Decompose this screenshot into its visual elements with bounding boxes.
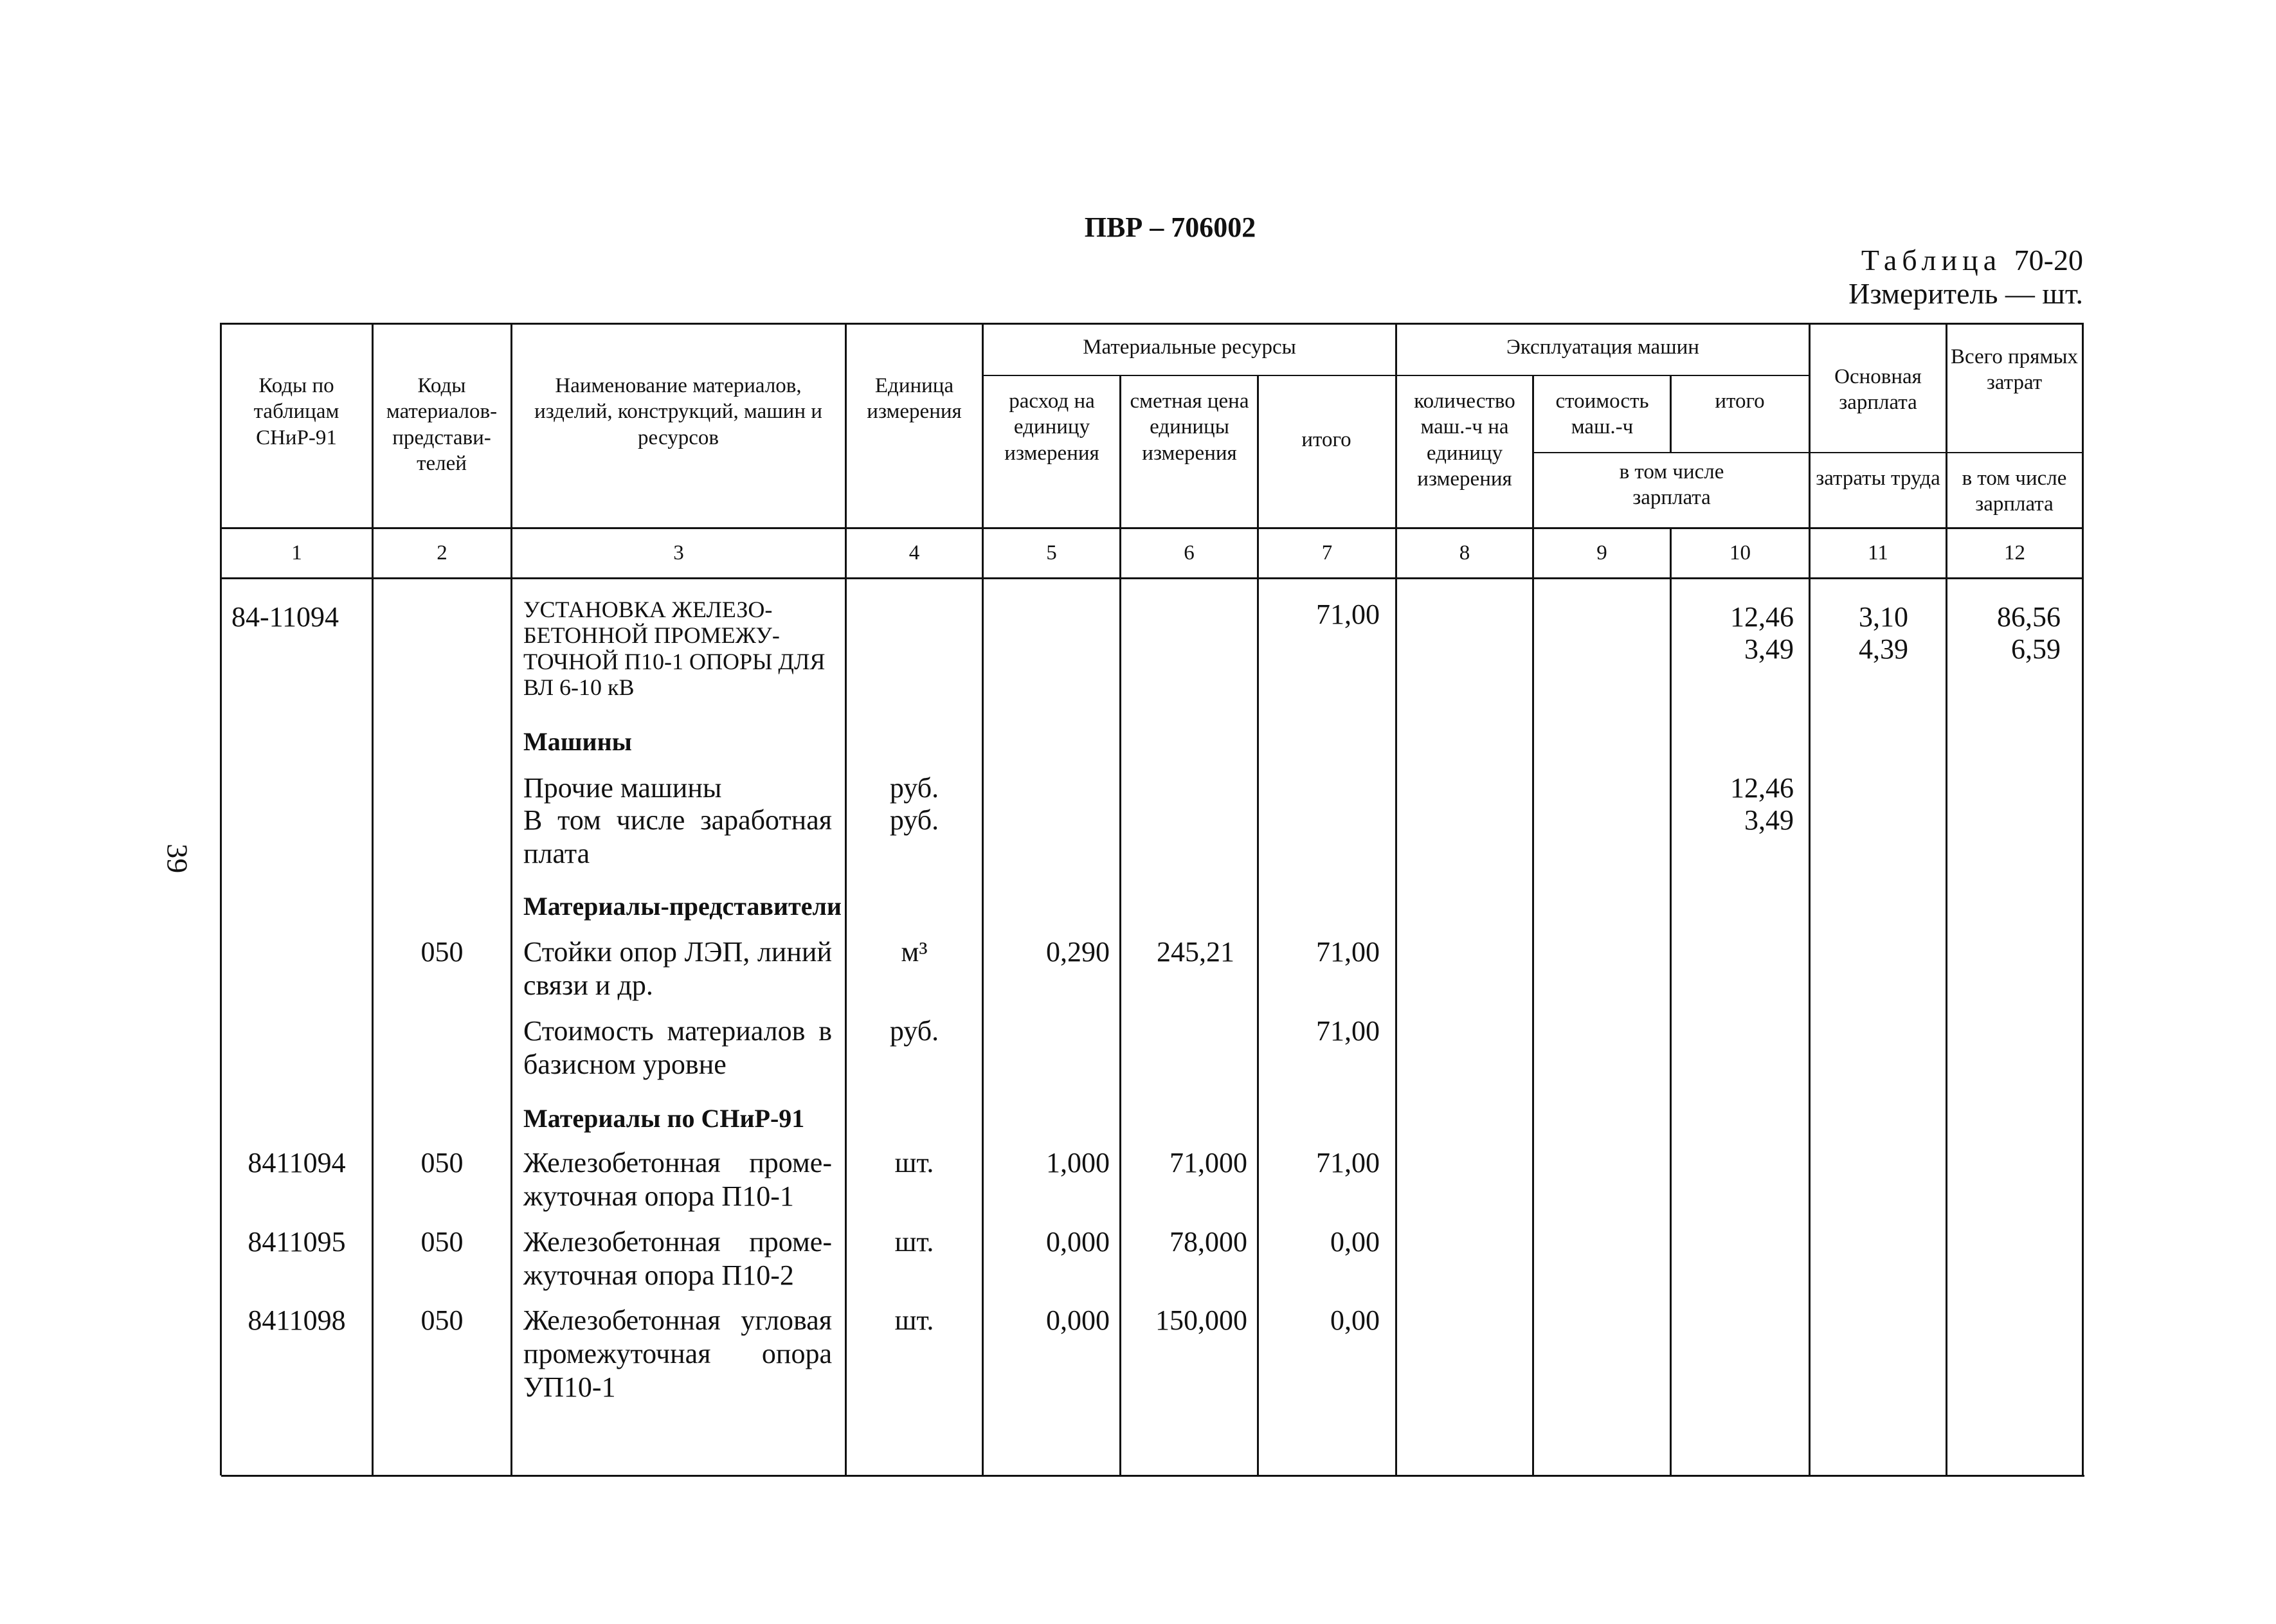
header-divider xyxy=(220,527,2083,529)
item-code2: 050 xyxy=(420,1304,464,1336)
main-machines-wage: 3,49 xyxy=(1744,633,1794,665)
header-codes-snir: Коды по таблицам СНиР-91 xyxy=(253,374,339,449)
base-cost-unit: руб. xyxy=(889,1015,939,1047)
header-unit-price: сметная цена единицы измерения xyxy=(1130,390,1249,465)
poles-total: 71,00 xyxy=(1316,936,1380,968)
other-machines-name: Прочие машины xyxy=(523,772,722,804)
item-price: 71,000 xyxy=(1170,1147,1247,1178)
column-number: 9 xyxy=(1596,541,1607,564)
table-number: 70-20 xyxy=(2014,244,2083,276)
header-materials-total: итого xyxy=(1301,428,1351,451)
col-border xyxy=(1946,323,1947,1475)
group-materials-divider xyxy=(982,375,1395,376)
poles-rate: 0,290 xyxy=(1046,936,1110,968)
main-direct-wage: 6,59 xyxy=(2011,633,2061,665)
header-codes-representatives: Коды материалов-представи-телей xyxy=(386,374,498,475)
base-cost-name: Стоимость материалов в базисном уровне xyxy=(523,1015,832,1080)
item-name: Железобетонная проме-жуточная опора П10-2 xyxy=(523,1226,832,1291)
main-labor: 4,39 xyxy=(1859,633,1908,665)
poles-code2: 050 xyxy=(420,936,464,968)
main-direct-costs: 86,56 xyxy=(1997,601,2061,633)
header-labor: затраты труда xyxy=(1816,467,1940,490)
section-representatives: Материалы-представители xyxy=(523,892,842,921)
unit-label: Измеритель — шт. xyxy=(1848,277,2083,310)
column-number: 8 xyxy=(1459,541,1470,564)
item-total: 0,00 xyxy=(1330,1304,1380,1336)
item-unit: шт. xyxy=(894,1226,934,1258)
section-machines: Машины xyxy=(523,727,632,756)
header-group-materials: Материальные ресурсы xyxy=(1083,336,1296,359)
column-number: 2 xyxy=(437,541,447,564)
header-machines-total: итого xyxy=(1715,390,1765,413)
header-name: Наименование материалов, изделий, конструкций, машин и ресурсов xyxy=(534,374,822,449)
column-number: 10 xyxy=(1730,541,1751,564)
item-price: 150,000 xyxy=(1155,1304,1247,1336)
sub-divider-9-10 xyxy=(1532,452,1809,453)
column-number: 1 xyxy=(291,541,302,564)
poles-unit: м³ xyxy=(901,936,928,968)
item-price: 78,000 xyxy=(1170,1226,1247,1258)
col-border xyxy=(220,323,222,1475)
header-machine-hours: количество маш.-ч на единицу измерения xyxy=(1414,390,1515,491)
item-total: 0,00 xyxy=(1330,1226,1380,1258)
column-number: 12 xyxy=(2004,541,2025,564)
incl-wage-unit: руб. xyxy=(889,804,939,836)
main-materials-total: 71,00 xyxy=(1316,599,1380,630)
item-code1: 8411094 xyxy=(248,1147,346,1178)
page-number: 39 xyxy=(161,844,194,874)
table-border-top xyxy=(220,323,2083,325)
col-border xyxy=(1395,323,1397,1475)
table-border-bottom xyxy=(221,1475,2084,1477)
header-base-wage: Основная зарплата xyxy=(1834,365,1922,415)
poles-name: Стойки опор ЛЭП, линий связи и др. xyxy=(523,936,832,1001)
col-border xyxy=(1809,323,1811,1475)
column-number: 5 xyxy=(1046,541,1057,564)
col-border xyxy=(1670,527,1672,1475)
item-code2: 050 xyxy=(420,1147,464,1178)
header-direct-costs: Всего прямых затрат xyxy=(1950,345,2079,395)
col-border xyxy=(372,323,374,1475)
col-border xyxy=(1670,375,1672,452)
header-consumption: расход на единицу измерения xyxy=(1004,390,1099,465)
item-unit: шт. xyxy=(894,1147,934,1178)
other-machines-unit: руб. xyxy=(889,772,939,804)
column-number: 4 xyxy=(908,541,920,564)
header-machine-hour-cost: стоимость маш.-ч xyxy=(1555,390,1649,439)
item-code1: 8411098 xyxy=(248,1304,346,1336)
main-base-wage: 3,10 xyxy=(1859,601,1908,633)
item-rate: 0,000 xyxy=(1046,1226,1110,1258)
header-direct-wage: в том числе зарплата xyxy=(1962,467,2067,516)
item-code2: 050 xyxy=(420,1226,464,1258)
column-number: 11 xyxy=(1868,541,1888,564)
poles-price: 245,21 xyxy=(1157,936,1234,968)
other-machines-total: 12,46 xyxy=(1730,772,1794,804)
main-code: 84-11094 xyxy=(231,601,339,633)
main-machines-total: 12,46 xyxy=(1730,601,1794,633)
header-group-machines: Эксплуатация машин xyxy=(1506,336,1699,359)
section-snir: Материалы по СНиР-91 xyxy=(523,1104,805,1133)
col-border xyxy=(845,323,847,1475)
col-border xyxy=(982,323,984,1475)
group-machines-divider xyxy=(1395,375,1809,376)
item-unit: шт. xyxy=(894,1304,934,1336)
main-name: УСТАНОВКА ЖЕЛЕЗО-БЕТОННОЙ ПРОМЕЖУ-ТОЧНОЙ П10-1 ОПОРЫ ДЛЯ ВЛ 6-10 кВ xyxy=(523,597,826,700)
item-total: 71,00 xyxy=(1316,1147,1380,1178)
base-cost-total: 71,00 xyxy=(1316,1015,1380,1047)
header-unit: Единица измерения xyxy=(867,374,962,424)
table-label-text: Таблица xyxy=(1861,244,2002,276)
document-code: ПВР – 706002 xyxy=(1084,212,1256,243)
col-border xyxy=(510,323,512,1475)
numbers-divider xyxy=(220,577,2083,579)
column-number: 6 xyxy=(1184,541,1195,564)
item-code1: 8411095 xyxy=(248,1226,346,1258)
col-border xyxy=(2082,323,2084,1475)
item-name: Железобетонная угловая промежуточная опора УП10-1 xyxy=(523,1304,832,1403)
column-number: 3 xyxy=(673,541,684,564)
item-rate: 1,000 xyxy=(1046,1147,1110,1178)
item-rate: 0,000 xyxy=(1046,1304,1110,1336)
incl-wage-name: В том числе заработная плата xyxy=(523,804,832,869)
col-border xyxy=(1532,375,1534,1475)
column-number: 7 xyxy=(1321,541,1333,564)
incl-wage-total: 3,49 xyxy=(1744,804,1794,836)
header-machines-wage: в том числе зарплата xyxy=(1619,460,1724,510)
item-name: Железобетонная проме-жуточная опора П10-1 xyxy=(523,1147,832,1212)
